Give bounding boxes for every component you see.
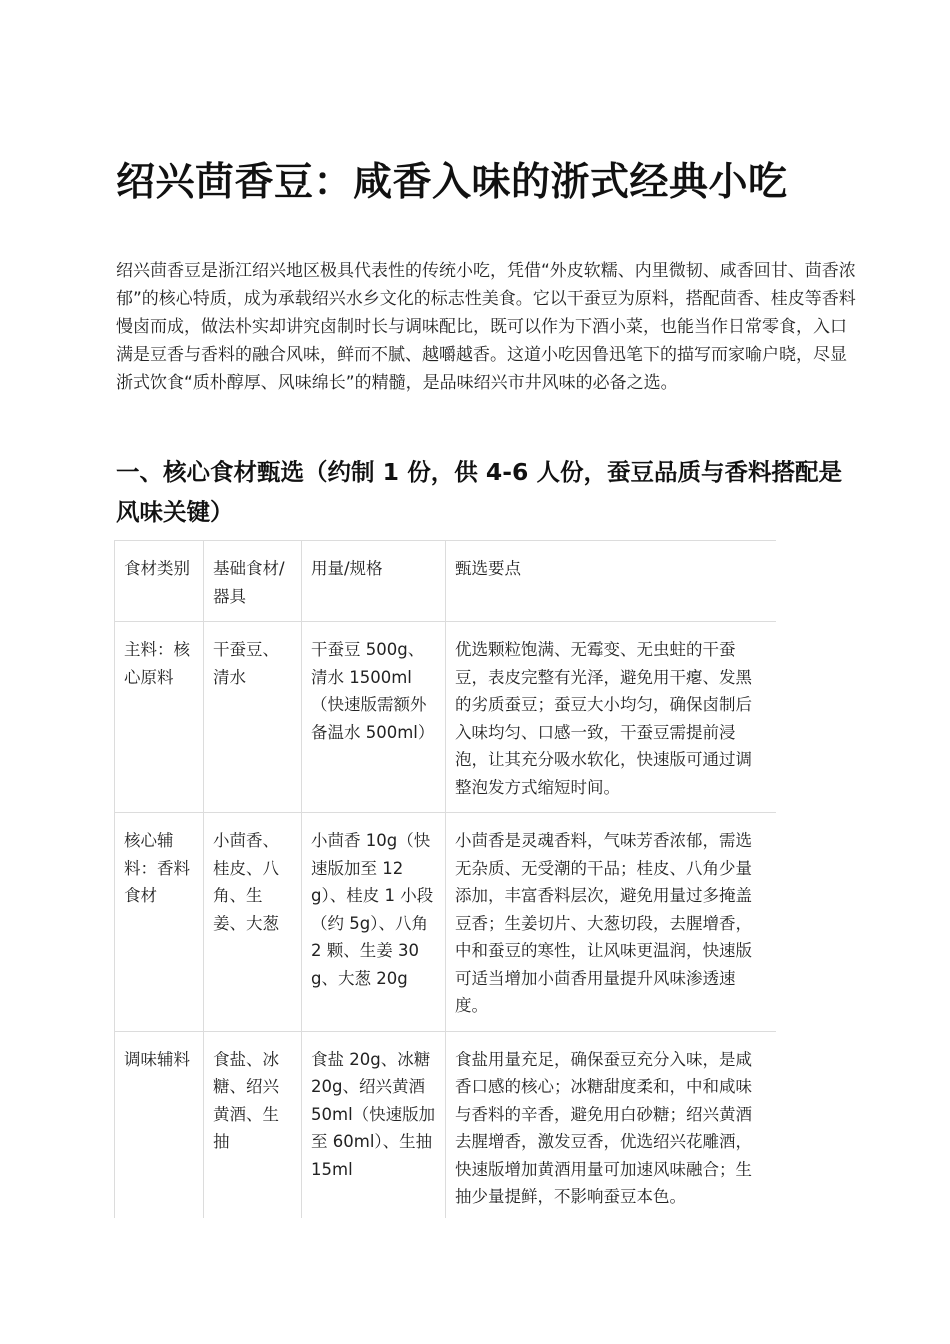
intro-paragraph: 绍兴茴香豆是浙江绍兴地区极具代表性的传统小吃，凭借“外皮软糯、内里微韧、咸香回甘、茴香浓郁”的核心特质，成为承载绍兴水乡文化的标志性美食。它以干蚕豆为原料，搭配茴香、桂皮等香料慢卤而成，做法朴实却讲究卤制时长与调味配比，既可以作为下酒小菜，也能当作日常零食，入口满是豆香与香料的融合风味，鲜而不腻、越嚼越香。这道小吃因鲁迅笔下的描写而家喻户晓，尽显浙式饮食“质朴醇厚、风味绵长”的精髓，是品味绍兴市井风味的必备之选。 xyxy=(116,261,856,393)
table-cell-category: 主料：核心原料 xyxy=(115,622,204,813)
table-cell-amount: 小茴香 10g（快速版加至 12g）、桂皮 1 小段（约 5g）、八角 2 颗、生姜 30g、大葱 20g xyxy=(302,813,446,1032)
table-header-cell: 甄选要点 xyxy=(446,541,777,622)
table-header-cell: 食材类别 xyxy=(115,541,204,622)
table-cell-ingredients: 食盐、冰糖、绍兴黄酒、生抽 xyxy=(204,1031,302,1218)
table-cell-category: 核心辅料：香料食材 xyxy=(115,813,204,1032)
ingredients-table-container xyxy=(114,540,776,1218)
ingredients-table xyxy=(114,540,776,1218)
section-heading: 一、核心食材甄选（约制 1 份，供 4-6 人份，蚕豆品质与香料搭配是风味关键） xyxy=(116,458,843,526)
table-cell-amount: 食盐 20g、冰糖 20g、绍兴黄酒 50ml（快速版加至 60ml）、生抽 15ml xyxy=(302,1031,446,1218)
table-cell-amount: 干蚕豆 500g、清水 1500ml（快速版需额外备温水 500ml） xyxy=(302,622,446,813)
table-cell-category: 调味辅料 xyxy=(115,1031,204,1218)
table-row xyxy=(115,813,777,1032)
table-cell-notes: 优选颗粒饱满、无霉变、无虫蛀的干蚕豆，表皮完整有光泽，避免用干瘪、发黑的劣质蚕豆；蚕豆大小均匀，确保卤制后入味均匀、口感一致，干蚕豆需提前浸泡，让其充分吸水软化，快速版可通过调整泡发方式缩短时间。 xyxy=(446,622,777,813)
table-cell-notes: 食盐用量充足，确保蚕豆充分入味，是咸香口感的核心；冰糖甜度柔和，中和咸味与香料的辛香，避免用白砂糖；绍兴黄酒去腥增香，激发豆香，优选绍兴花雕酒，快速版增加黄酒用量可加速风味融合；生抽少量提鲜，不影响蚕豆本色。 xyxy=(446,1031,777,1218)
page-title: 绍兴茴香豆：咸香入味的浙式经典小吃 xyxy=(116,160,788,205)
table-header-row xyxy=(115,541,777,622)
table-header-cell: 基础食材/器具 xyxy=(204,541,302,622)
table-cell-ingredients: 干蚕豆、清水 xyxy=(204,622,302,813)
table-row xyxy=(115,1031,777,1218)
table-cell-notes: 小茴香是灵魂香料，气味芳香浓郁，需选无杂质、无受潮的干品；桂皮、八角少量添加，丰富香料层次，避免用量过多掩盖豆香；生姜切片、大葱切段，去腥增香，中和蚕豆的寒性，让风味更温润，快速版可适当增加小茴香用量提升风味渗透速度。 xyxy=(446,813,777,1032)
table-row xyxy=(115,622,777,813)
table-header-cell: 用量/规格 xyxy=(302,541,446,622)
table-cell-ingredients: 小茴香、桂皮、八角、生姜、大葱 xyxy=(204,813,302,1032)
